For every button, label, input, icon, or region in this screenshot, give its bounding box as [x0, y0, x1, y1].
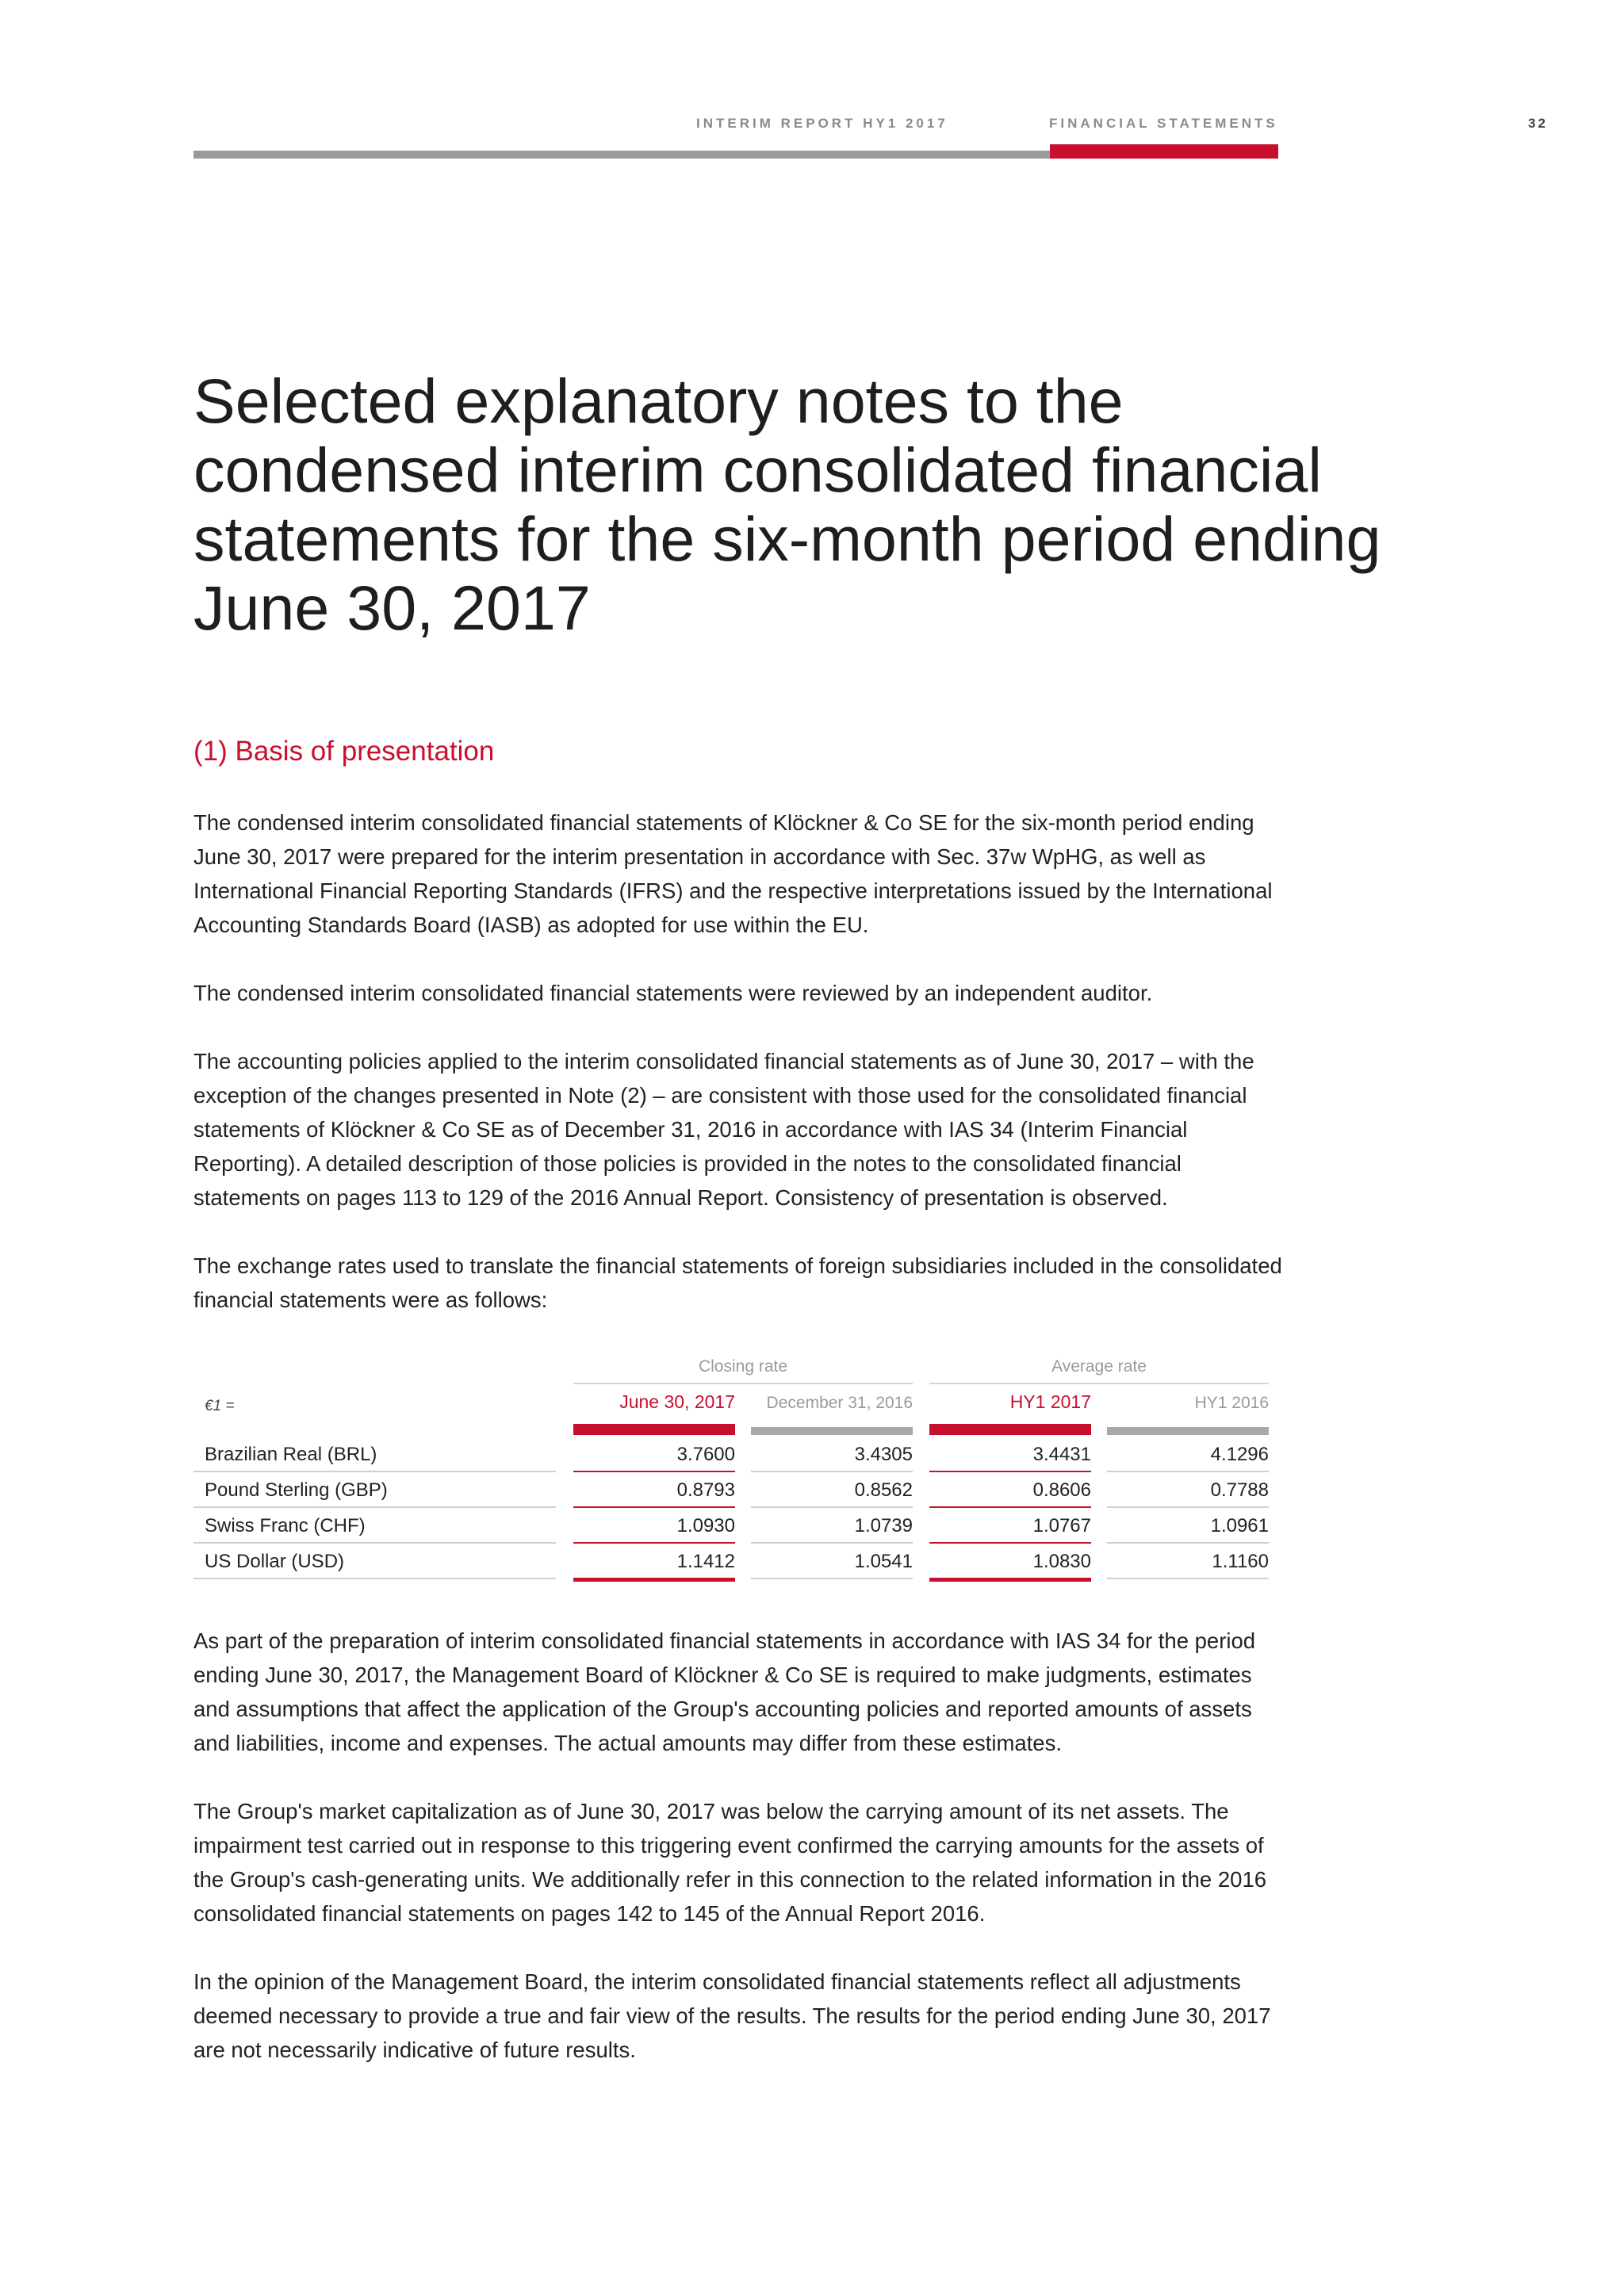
table-bottom-rule	[751, 1578, 913, 1579]
table-cell: 0.8606	[1032, 1479, 1091, 1501]
paragraph-6: The Group's market capitalization as of June 30, 2017 was below the carrying amount of its net assets. The impairment test carried out in response to this triggering event confirmed the carrying amounts for the assets of the Group's cash-generating units. We additionally refer in this connection to the related information in the 2016 consolidated financial statements on pages 142 to 145 of the Annual Report 2016.	[193, 1799, 1267, 1926]
row-divider	[1107, 1506, 1269, 1508]
row-label: Brazilian Real (BRL)	[205, 1444, 377, 1465]
row-divider	[929, 1542, 1091, 1544]
header-section-marker	[1050, 144, 1278, 159]
table-cell: 1.0767	[1032, 1515, 1091, 1536]
unit-header: €1 =	[205, 1398, 235, 1414]
table-cell: 1.1412	[676, 1551, 735, 1572]
row-divider	[573, 1542, 735, 1544]
paragraph-2: The condensed interim consolidated financial statements were reviewed by an independent auditor.	[193, 981, 1153, 1005]
table-cell: 1.1160	[1212, 1551, 1269, 1572]
table-cell: 1.0739	[854, 1515, 913, 1536]
column-marker-hy1-2017	[929, 1424, 1091, 1435]
table-cell: 1.0830	[1032, 1551, 1091, 1572]
column-marker-dec-2016	[751, 1427, 913, 1435]
header-rule	[193, 151, 1050, 159]
row-divider	[573, 1506, 735, 1508]
table-cell: 0.7788	[1210, 1479, 1269, 1501]
header-section-title: FINANCIAL STATEMENTS	[1049, 116, 1278, 131]
row-label: US Dollar (USD)	[205, 1551, 345, 1572]
page-title: Selected explanatory notes to the condensed interim consolidated financial statements for the six-month period ending June 30, 2017	[193, 365, 1381, 643]
group-rule-closing	[573, 1383, 913, 1384]
paragraph-3: The accounting policies applied to the interim consolidated financial statements as of June 30, 2017 – with the exception of the changes presented in Note (2) – are consistent with those used for the consolidated financial statements of Klöckner & Co SE as of December 31, 2016 in accordance with IAS 34 (Interim Financial Reporting). A detailed description of those policies is provided in the notes to the consolidated financial statements on pages 113 to 129 of the 2016 Annual Report. Consistency of presentation is observed.	[193, 1049, 1254, 1210]
table-row	[0, 1508, 1624, 1544]
paragraph-5: As part of the preparation of interim consolidated financial statements in accordance with IAS 34 for the period ending June 30, 2017, the Management Board of Klöckner & Co SE is required to make judgments, estimates and assumptions that affect the application of the Group's accounting policies and reported amounts of assets and liabilities, income and expenses. The actual amounts may differ from these estimates.	[193, 1628, 1256, 1755]
row-divider	[1107, 1471, 1269, 1472]
table-bottom-rule	[573, 1578, 735, 1582]
group-header-closing-rate: Closing rate	[698, 1357, 788, 1376]
group-header-average-rate: Average rate	[1051, 1357, 1147, 1376]
row-divider	[929, 1506, 1091, 1508]
row-label: Pound Sterling (GBP)	[205, 1479, 388, 1501]
table-row	[0, 1544, 1624, 1579]
row-divider	[193, 1542, 556, 1544]
table-cell: 3.4431	[1032, 1444, 1091, 1465]
table-cell: 4.1296	[1210, 1444, 1269, 1465]
table-bottom-rule	[193, 1578, 556, 1579]
column-marker-june-2017	[573, 1424, 735, 1435]
table-cell: 0.8793	[676, 1479, 735, 1501]
table-cell: 3.4305	[854, 1444, 913, 1465]
row-divider	[751, 1471, 913, 1472]
row-divider	[751, 1542, 913, 1544]
table-bottom-rule	[1107, 1578, 1269, 1579]
table-cell: 3.7600	[676, 1444, 735, 1465]
table-row	[0, 1472, 1624, 1508]
header-report-title: INTERIM REPORT HY1 2017	[696, 116, 948, 131]
table-row	[0, 1437, 1624, 1472]
row-divider	[751, 1506, 913, 1508]
paragraph-4: The exchange rates used to translate the financial statements of foreign subsidiaries included in the consolidated financial statements were as follows:	[193, 1253, 1282, 1312]
column-header-june-2017: June 30, 2017	[619, 1391, 735, 1412]
column-header-hy1-2017: HY1 2017	[1009, 1391, 1091, 1412]
column-marker-hy1-2016	[1107, 1427, 1269, 1435]
table-cell: 1.0541	[854, 1551, 913, 1572]
section-heading: (1) Basis of presentation	[193, 736, 495, 767]
table-cell: 1.0930	[676, 1515, 735, 1536]
table-cell: 1.0961	[1210, 1515, 1269, 1536]
table-bottom-rule	[929, 1578, 1091, 1582]
page-number: 32	[1528, 116, 1548, 131]
row-divider	[193, 1506, 556, 1508]
row-label: Swiss Franc (CHF)	[205, 1515, 366, 1536]
group-rule-average	[929, 1383, 1269, 1384]
row-divider	[929, 1471, 1091, 1472]
paragraph-1: The condensed interim consolidated financial statements of Klöckner & Co SE for the six-month period ending June 30, 2017 were prepared for the interim presentation in accordance with Sec. 37w WpHG, as well as International Financial Reporting Standards (IFRS) and the respective interpretations issued by the International Accounting Standards Board (IASB) as adopted for use within the EU.	[193, 810, 1273, 937]
row-divider	[193, 1471, 556, 1472]
column-header-hy1-2016: HY1 2016	[1194, 1394, 1269, 1412]
column-header-dec-2016: December 31, 2016	[766, 1394, 913, 1412]
row-divider	[573, 1471, 735, 1472]
row-divider	[1107, 1542, 1269, 1544]
table-cell: 0.8562	[854, 1479, 913, 1501]
paragraph-7: In the opinion of the Management Board, the interim consolidated financial statements reflect all adjustments deemed necessary to provide a true and fair view of the results. The results for the period ending June 30, 2017 are not necessarily indicative of future results.	[193, 1969, 1271, 2062]
